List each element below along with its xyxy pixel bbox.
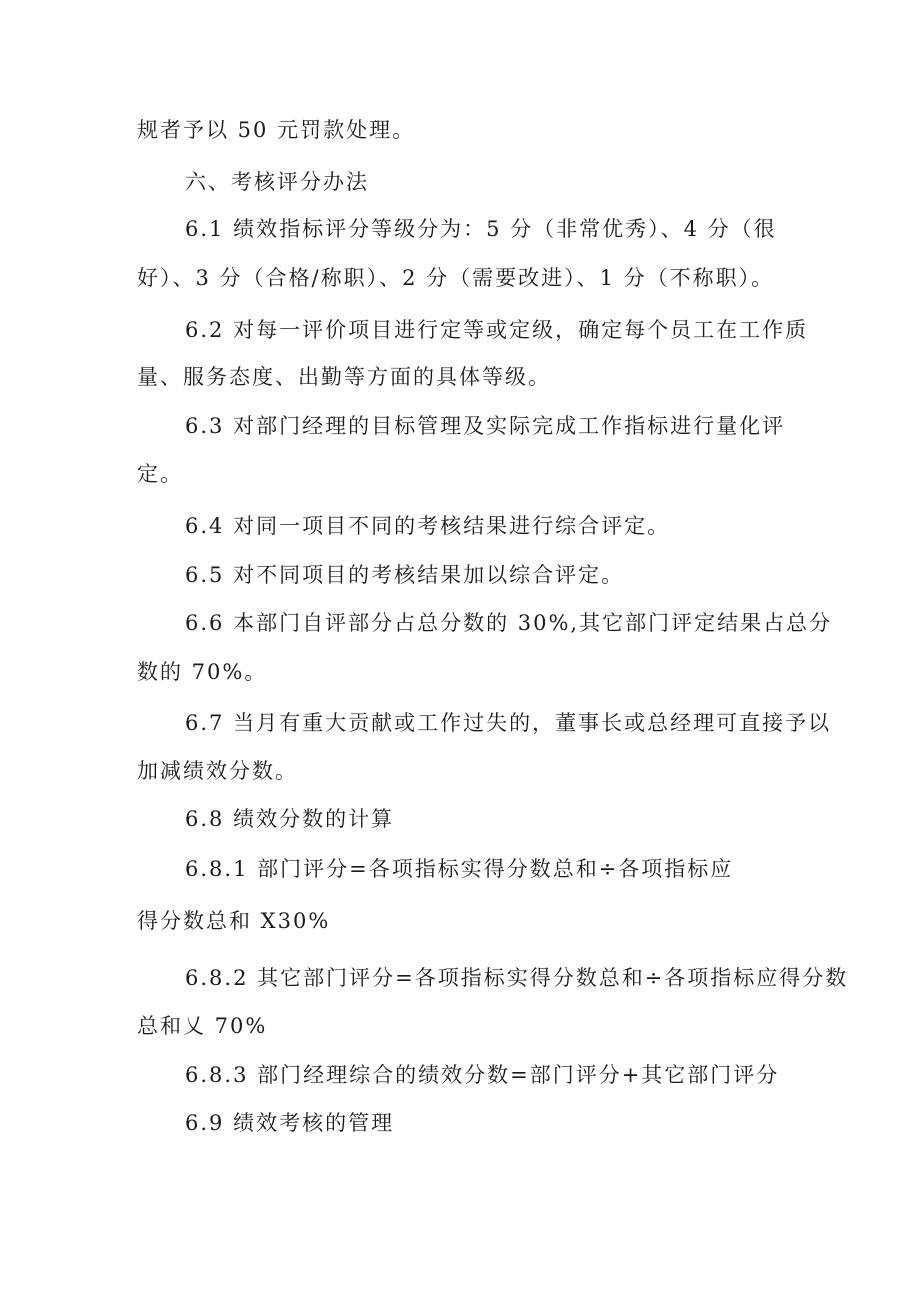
paragraph-6-6: 6.6 本部门自评部分占总分数的 30%,其它部门评定结果占总分 xyxy=(185,611,833,635)
paragraph-6-3-cont: 定。 xyxy=(137,462,183,486)
paragraph-6-2-cont: 量、服务态度、出勤等方面的具体等级。 xyxy=(137,365,551,389)
paragraph-6-7-cont: 加减绩效分数。 xyxy=(137,759,298,783)
paragraph-6-1-cont: 好）、3 分（合格/称职）、2 分（需要改进）、1 分（不称职）。 xyxy=(137,266,775,290)
paragraph-6-8-1: 6.8.1 部门评分=各项指标实得分数总和÷各项指标应 xyxy=(185,857,734,881)
text-line-continuation: 规者予以 50 元罚款处理。 xyxy=(137,118,416,142)
paragraph-6-9: 6.9 绩效考核的管理 xyxy=(185,1111,395,1135)
paragraph-6-8-1-cont: 得分数总和 X30% xyxy=(137,909,331,933)
paragraph-6-2: 6.2 对每一评价项目进行定等或定级，确定每个员工在工作质 xyxy=(185,318,809,342)
paragraph-6-8-3: 6.8.3 部门经理综合的绩效分数=部门评分+其它部门评分 xyxy=(185,1063,780,1087)
paragraph-6-4: 6.4 对同一项目不同的考核结果进行综合评定。 xyxy=(185,514,671,538)
paragraph-6-5: 6.5 对不同项目的考核结果加以综合评定。 xyxy=(185,563,625,587)
paragraph-6-8-2: 6.8.2 其它部门评分=各项指标实得分数总和÷各项指标应得分数 xyxy=(185,966,849,990)
section-heading-6: 六、考核评分办法 xyxy=(185,170,369,194)
paragraph-6-1: 6.1 绩效指标评分等级分为：5 分（非常优秀）、4 分（很 xyxy=(185,217,777,241)
paragraph-6-6-cont: 数的 70%。 xyxy=(137,660,268,684)
paragraph-6-8: 6.8 绩效分数的计算 xyxy=(185,807,395,831)
paragraph-6-7: 6.7 当月有重大贡献或工作过失的，董事长或总经理可直接予以 xyxy=(185,711,832,735)
paragraph-6-3: 6.3 对部门经理的目标管理及实际完成工作指标进行量化评 xyxy=(185,414,786,438)
paragraph-6-8-2-cont: 总和乂 70% xyxy=(137,1014,268,1038)
